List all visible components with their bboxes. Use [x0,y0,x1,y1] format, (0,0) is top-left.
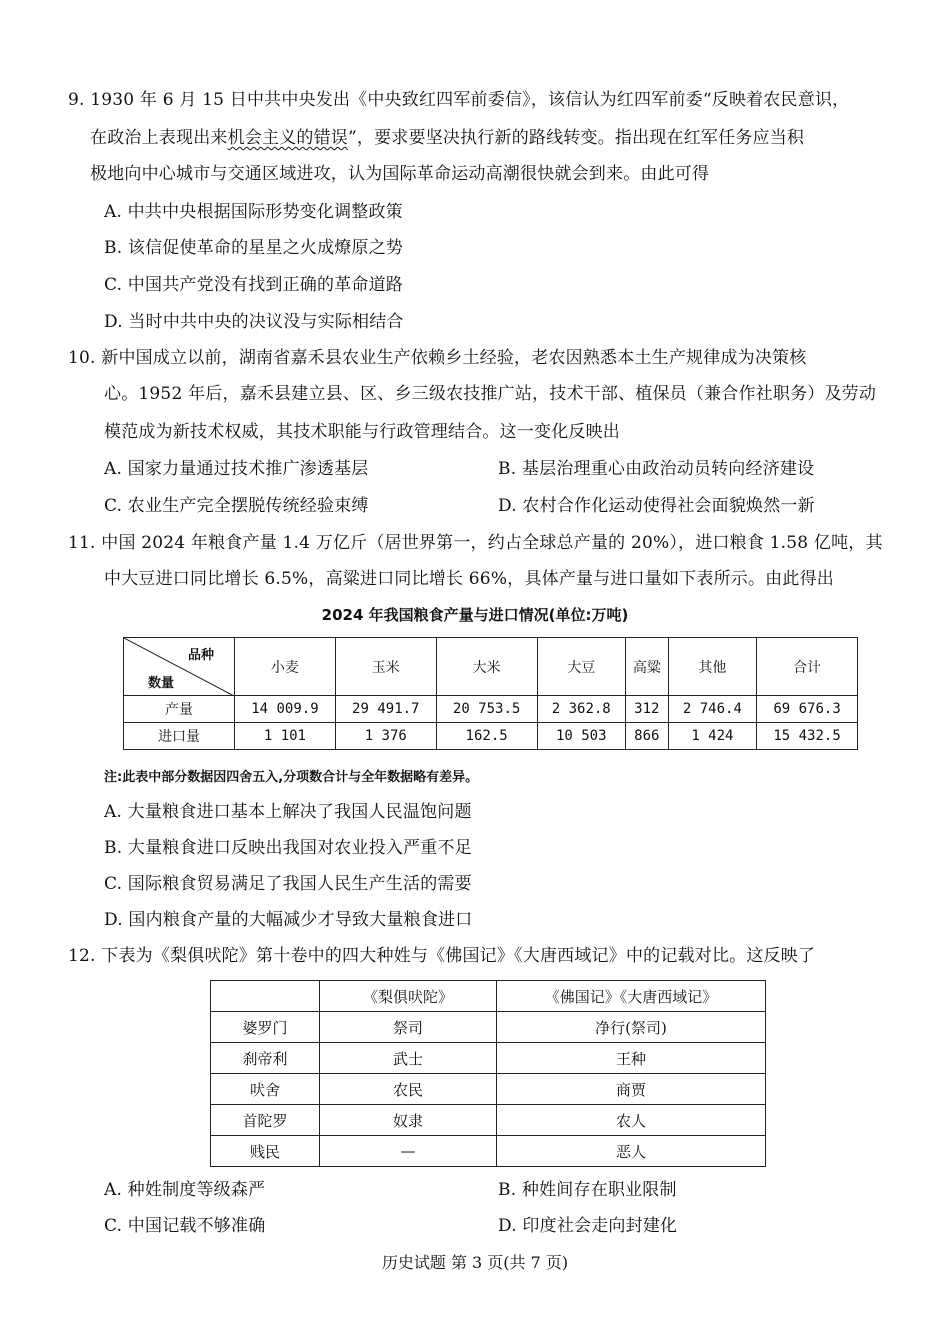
q10-option-b: B. 基层治理重心由政治动员转向经济建设 [498,459,815,479]
grain-cell: 1 424 [668,723,756,750]
caste-cell: 吠舍 [211,1074,320,1105]
grain-cell: 29 491.7 [335,696,436,723]
caste-table-header-row [211,981,766,1012]
caste-cell: 婆罗门 [211,1012,320,1043]
table-row [124,723,858,750]
q11-option-c: C. 国际粮食贸易满足了我国人民生产生活的需要 [104,874,472,894]
caste-cell: 刹帝利 [211,1043,320,1074]
corner-label-variety: 品种 [187,648,214,663]
grain-table-note: 注:此表中部分数据因四舍五入,分项数合计与全年数据略有差异。 [104,770,479,785]
grain-cell: 866 [625,723,668,750]
grain-table [123,637,858,750]
table-row [211,1074,766,1105]
grain-cell: 1 101 [235,723,336,750]
q9-stem-line2-a: 在政治上表现出来 [90,128,228,148]
grain-col-header: 合计 [757,638,858,696]
q9-stem-line2-b: ”，要求要坚决执行新的路线转变。指出现在红军任务应当积 [348,128,805,148]
q11-option-b: B. 大量粮食进口反映出我国对农业投入严重不足 [104,838,472,858]
grain-cell: 15 432.5 [757,723,858,750]
grain-col-header: 高粱 [625,638,668,696]
caste-cell: 奴隶 [320,1105,497,1136]
q10-stem-line2: 心。1952 年后，嘉禾县建立县、区、乡三级农技推广站，技术干部、植保员（兼合作社职务）及劳动 [104,384,877,404]
q11-stem-line2: 中大豆进口同比增长 6.5%，高粱进口同比增长 66%，具体产量与进口量如下表所示。由此得出 [104,569,834,589]
diagonal-line [124,638,234,696]
q9-stem-line3: 极地向中心城市与交通区域进攻，认为国际革命运动高潮很快就会到来。由此可得 [90,164,710,184]
caste-cell: 王种 [497,1043,766,1074]
table-row [211,1105,766,1136]
page-footer: 历史试题 第 3 页(共 7 页) [381,1253,569,1272]
q12-stem-line1: 12. 下表为《梨俱吠陀》第十卷中的四大种姓与《佛国记》《大唐西域记》中的记载对比。这反映了 [68,946,816,966]
caste-cell: 农人 [497,1105,766,1136]
caste-cell: 净行(祭司) [497,1012,766,1043]
grain-row-label: 进口量 [124,723,235,750]
grain-table-corner-cell [124,638,235,696]
caste-cell: 武士 [320,1043,497,1074]
q12-option-b: B. 种姓间存在职业限制 [498,1180,677,1200]
q11-option-d: D. 国内粮食产量的大幅减少才导致大量粮食进口 [104,910,473,930]
grain-col-header: 其他 [668,638,756,696]
caste-cell: 祭司 [320,1012,497,1043]
grain-col-header: 大豆 [537,638,625,696]
q10-option-c: C. 农业生产完全摆脱传统经验束缚 [104,496,369,516]
caste-cell: 农民 [320,1074,497,1105]
table-row [211,1012,766,1043]
q12-option-d: D. 印度社会走向封建化 [498,1216,678,1236]
q10-stem-line3: 模范成为新技术权威，其技术职能与行政管理结合。这一变化反映出 [104,422,620,442]
grain-cell: 2 746.4 [668,696,756,723]
q10-option-a: A. 国家力量通过技术推广渗透基层 [104,459,369,479]
q9-option-b: B. 该信促使革命的星星之火成燎原之势 [104,238,404,258]
corner-label-quantity: 数量 [148,676,175,691]
q9-stem-line2 [90,126,804,150]
caste-col-header [211,981,320,1012]
grain-cell: 20 753.5 [436,696,537,723]
q9-option-a: A. 中共中央根据国际形势变化调整政策 [104,202,403,222]
q10-option-d: D. 农村合作化运动使得社会面貌焕然一新 [498,496,815,516]
q9-option-c: C. 中国共产党没有找到正确的革命道路 [104,275,404,295]
caste-cell: — [320,1136,497,1167]
grain-col-header: 玉米 [335,638,436,696]
caste-col-header: 《佛国记》《大唐西域记》 [497,981,766,1012]
q12-option-c: C. 中国记载不够准确 [104,1216,266,1236]
q10-stem-line1: 10. 新中国成立以前，湖南省嘉禾县农业生产依赖乡土经验，老农因熟悉本土生产规律成为决策核 [68,348,807,368]
grain-col-header: 大米 [436,638,537,696]
grain-cell: 162.5 [436,723,537,750]
caste-cell: 商贾 [497,1074,766,1105]
q12-option-a: A. 种姓制度等级森严 [104,1180,266,1200]
grain-cell: 1 376 [335,723,436,750]
table-row [211,1043,766,1074]
caste-cell: 首陀罗 [211,1105,320,1136]
q9-underlined-phrase: 机会主义的错误 [227,128,349,148]
grain-cell: 69 676.3 [757,696,858,723]
grain-cell: 10 503 [537,723,625,750]
grain-cell: 312 [625,696,668,723]
table-row [124,696,858,723]
table-row [211,1136,766,1167]
caste-cell: 贱民 [211,1136,320,1167]
q11-option-a: A. 大量粮食进口基本上解决了我国人民温饱问题 [104,802,472,822]
grain-cell: 14 009.9 [235,696,336,723]
caste-cell: 恶人 [497,1136,766,1167]
q11-stem-line1: 11. 中国 2024 年粮食产量 1.4 万亿斤（居世界第一，约占全球总产量的 20%），进口粮食 1.58 亿吨，其 [68,533,883,553]
caste-col-header: 《梨俱吠陀》 [320,981,497,1012]
grain-row-label: 产量 [124,696,235,723]
grain-table-caption: 2024 年我国粮食产量与进口情况(单位:万吨) [321,606,629,624]
grain-cell: 2 362.8 [537,696,625,723]
grain-col-header: 小麦 [235,638,336,696]
caste-table [210,980,766,1167]
q9-option-d: D. 当时中共中央的决议没与实际相结合 [104,312,404,332]
grain-table-header-row [124,638,858,696]
q9-stem-line1: 9. 1930 年 6 月 15 日中共中央发出《中央致红四军前委信》，该信认为红四军前委“反映着农民意识， [68,90,850,110]
